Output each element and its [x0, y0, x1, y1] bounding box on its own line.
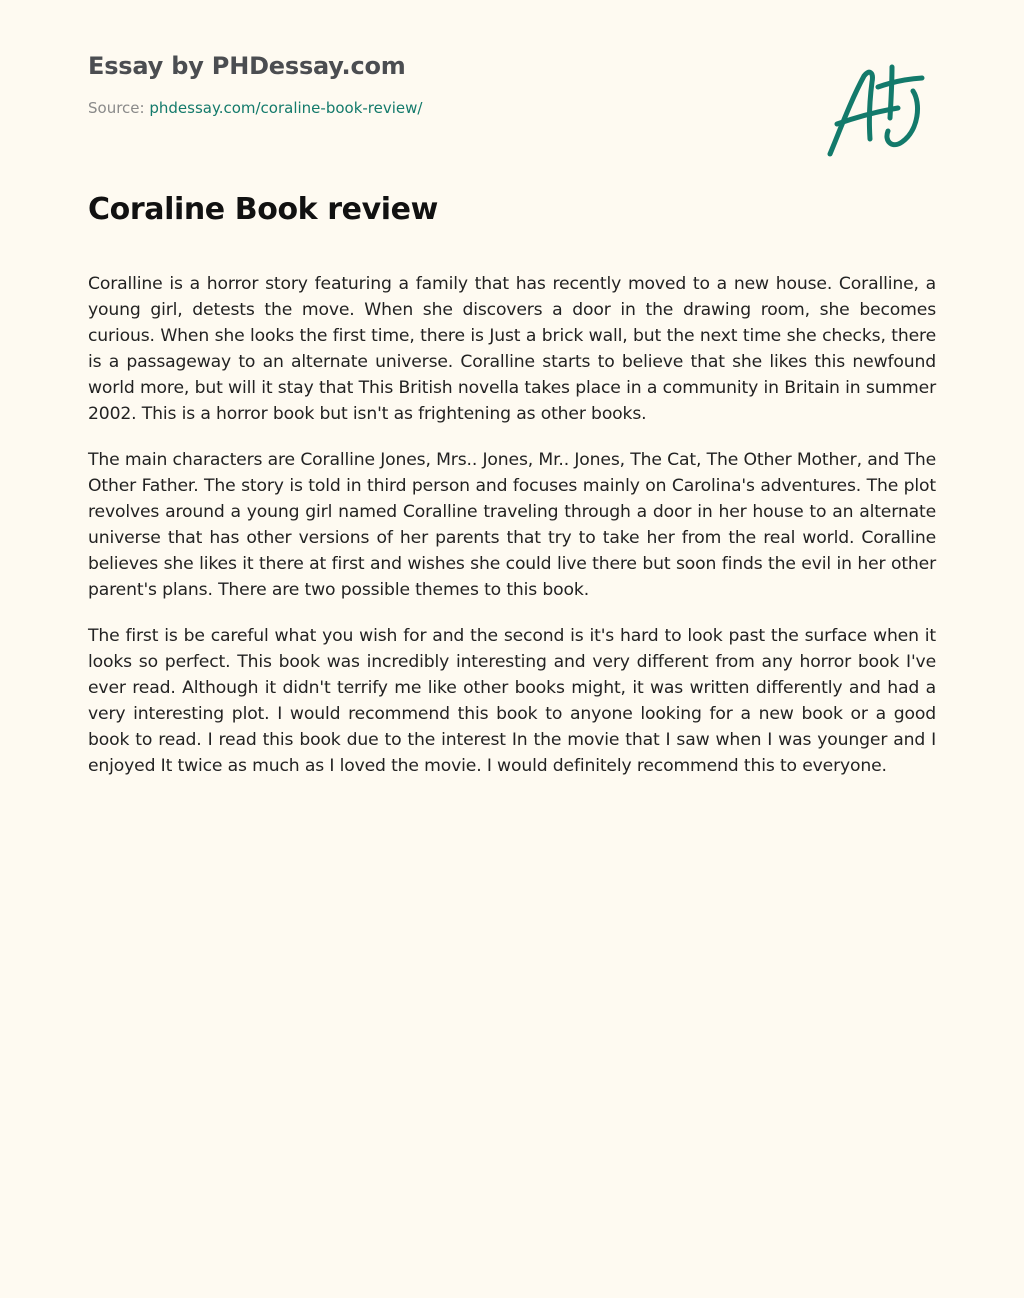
essay-body: [88, 271, 936, 799]
source-link[interactable]: phdessay.com/coraline-book-review/: [149, 99, 423, 117]
essay-paragraph-1: Coralline is a horror story featuring a family that has recently moved to a new house. Coralline, a young girl, detests the move. When she discovers a door in the drawing room, she becomes curious. When she looks the first time, there is Just a brick wall, but the next time she checks, there is a passageway to an alternate universe. Coralline starts to believe that she likes this newfound world more, but will it stay that This British novella takes place in a community in Britain in summer 2002. This is a horror book but isn't as frightening as other books.: [88, 274, 936, 424]
source-line: [88, 98, 788, 118]
page-header: [88, 50, 788, 118]
source-label: Source:: [88, 99, 145, 117]
site-title: Essay by PHDessay.com: [88, 52, 406, 80]
a-plus-grade-icon: [820, 62, 930, 162]
essay-title: Coraline Book review: [88, 192, 438, 227]
essay-paragraph-2: The main characters are Coralline Jones, Mrs.. Jones, Mr.. Jones, The Cat, The Other Mother, and The Other Father. The story is told in third person and focuses mainly on Carolina's adventures. The plot revolves around a young girl named Coralline traveling through a door in her house to an alternate universe that has other versions of her parents that try to take her from the real world. Coralline believes she likes it there at first and wishes she could live there but soon finds the evil in her other parent's plans. There are two possible themes to this book.: [88, 450, 936, 600]
essay-paragraph-3: The first is be careful what you wish for and the second is it's hard to look past the surface when it looks so perfect. This book was incredibly interesting and very different from any horror book I've ever read. Although it didn't terrify me like other books might, it was written differently and had a very interesting plot. I would recommend this book to anyone looking for a new book or a good book to read. I read this book due to the interest In the movie that I saw when I was younger and I enjoyed It twice as much as I loved the movie. I would definitely recommend this to everyone.: [88, 626, 936, 776]
